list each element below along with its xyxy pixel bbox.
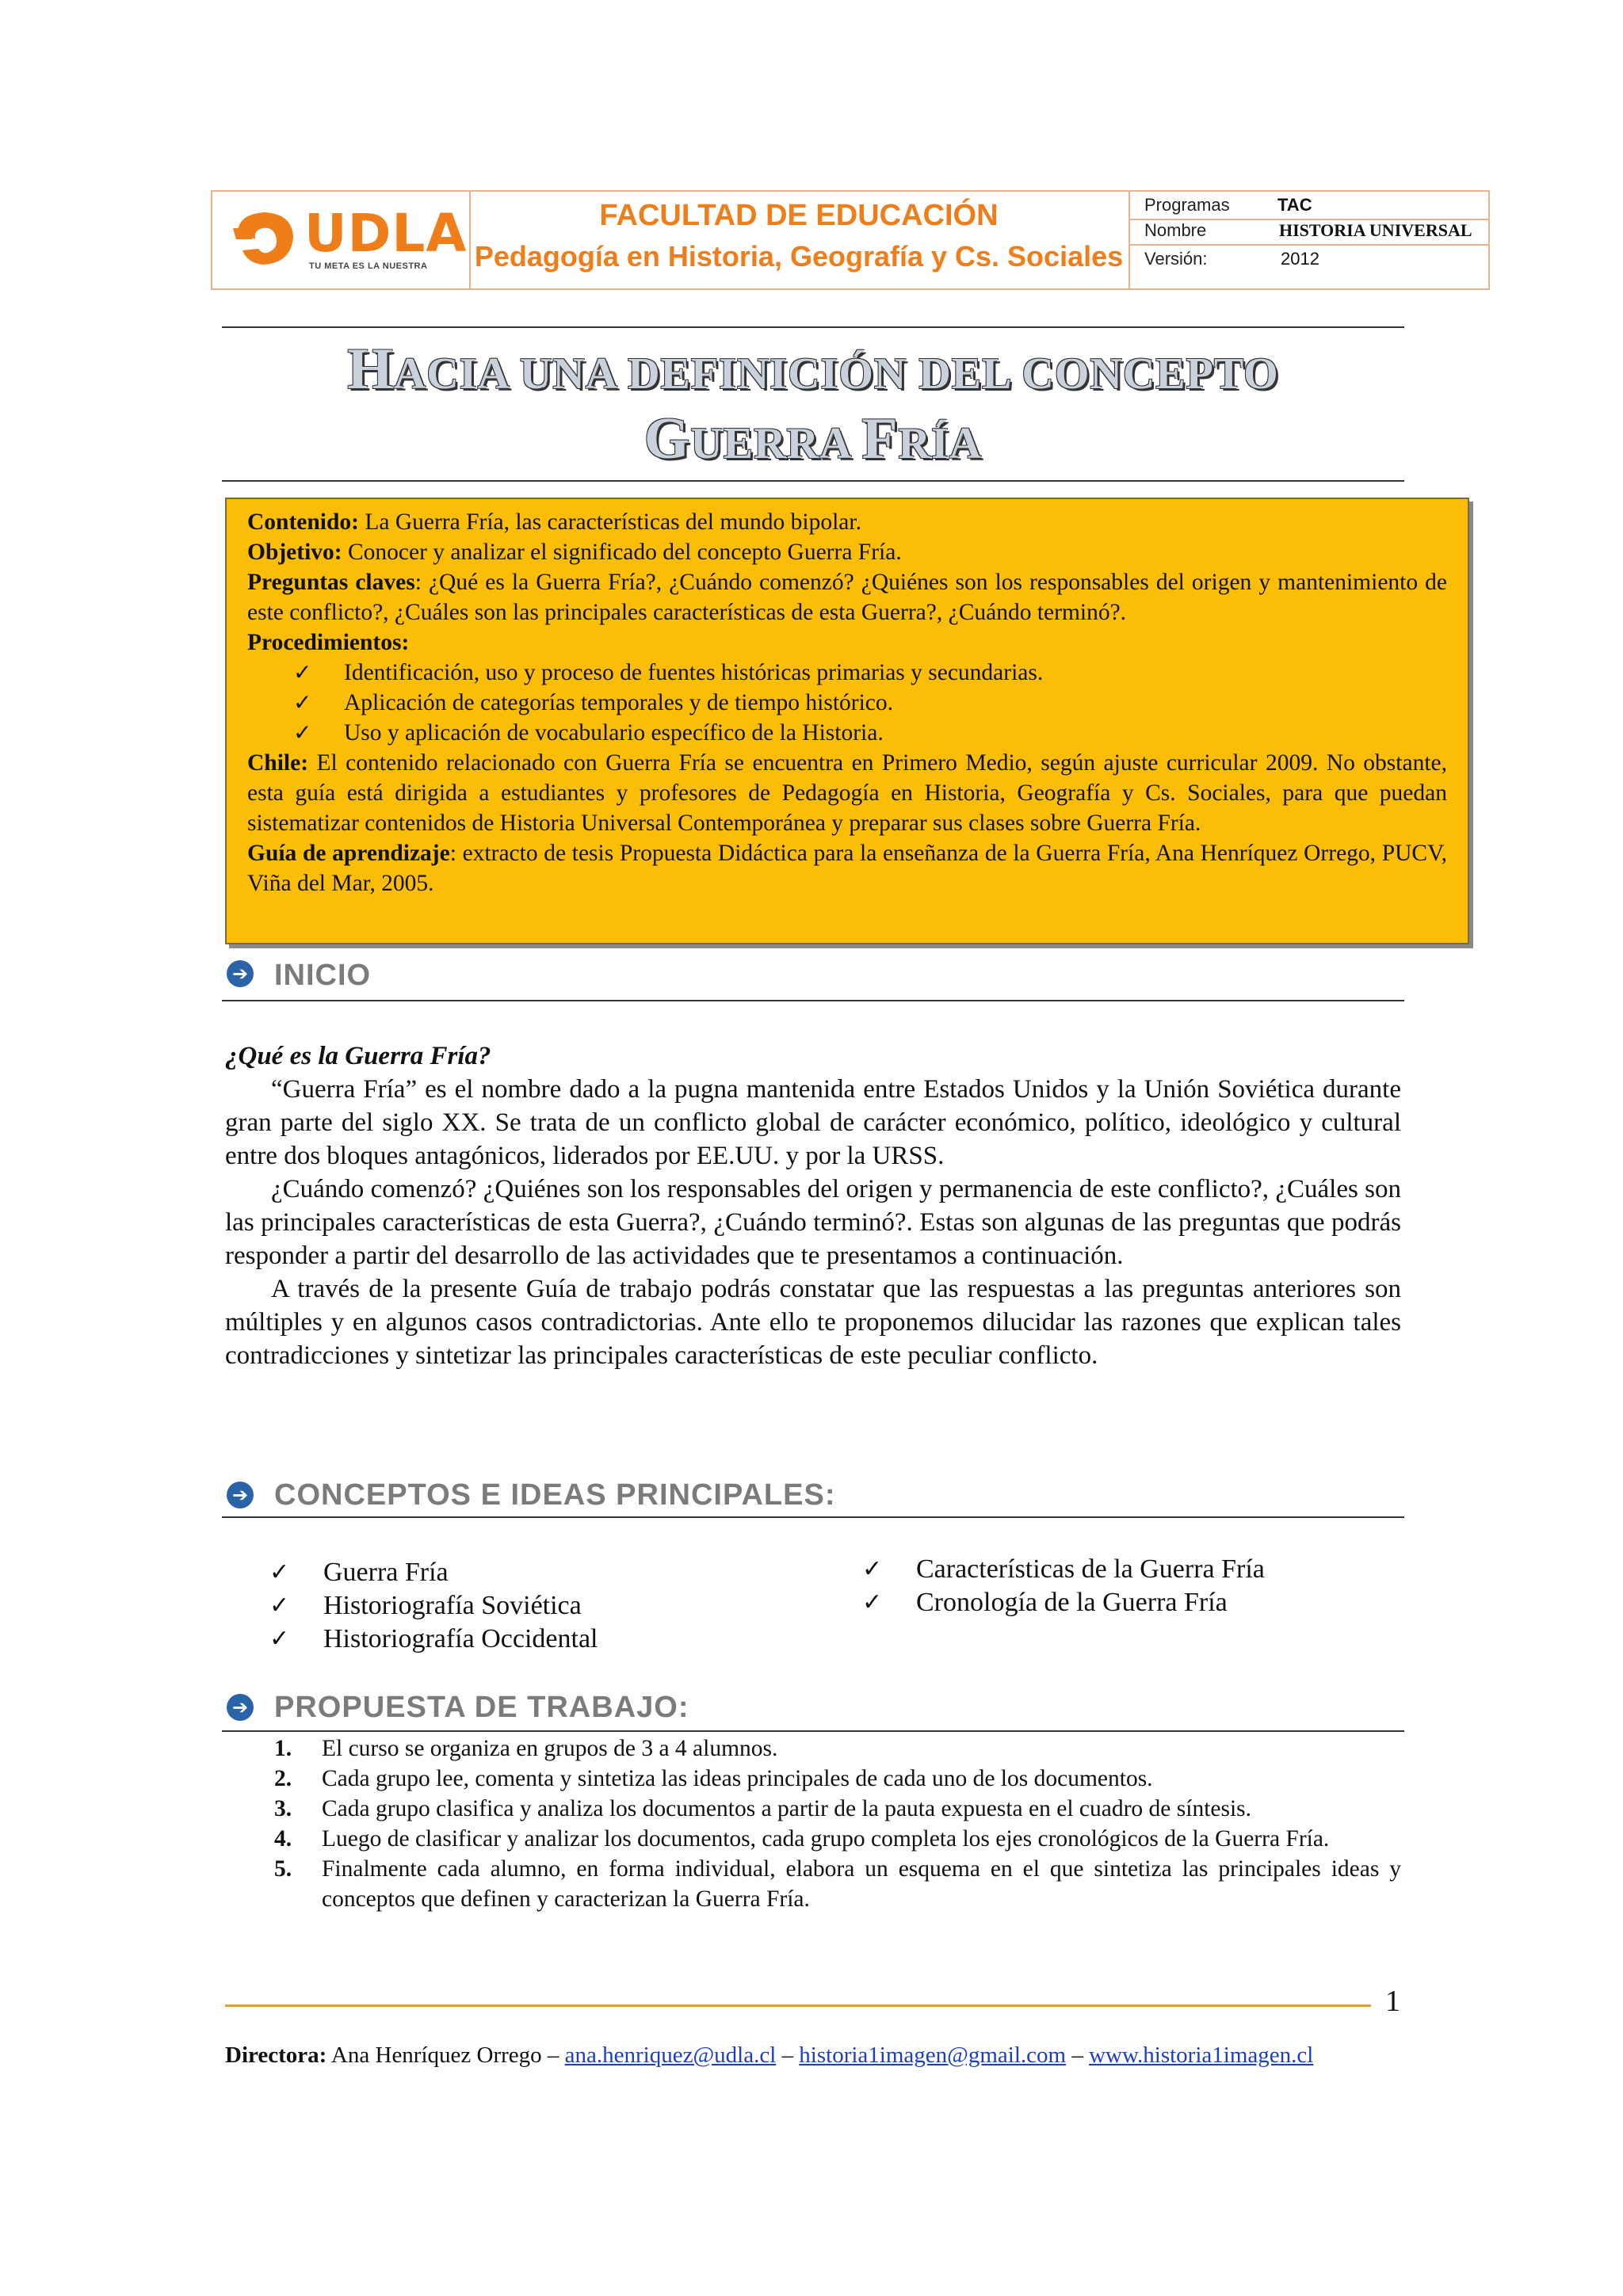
- procedimientos-label: Procedimientos:: [247, 630, 410, 655]
- concept-item: [269, 1623, 824, 1656]
- procedimiento-item: [293, 658, 1447, 688]
- list-number: 2.: [274, 1766, 292, 1791]
- email-link-udla[interactable]: ana.henriquez@udla.cl: [564, 2042, 777, 2068]
- concepts-left-list: [269, 1556, 824, 1656]
- version-label: Versión:: [1144, 249, 1208, 269]
- contenido-label: Contenido:: [247, 509, 359, 535]
- concept-text: Historiografía Occidental: [323, 1624, 598, 1653]
- footer: [225, 2042, 1313, 2069]
- separator: –: [776, 2042, 800, 2068]
- list-text: Cada grupo clasifica y analiza los documentos a partir de la pauta expuesta en el cuadro de síntesis.: [322, 1796, 1252, 1821]
- procedimiento-text: Uso y aplicación de vocabulario específico de la Historia.: [344, 720, 884, 746]
- checkmark-icon: ✓: [862, 1589, 883, 1616]
- preguntas-text: : ¿Qué es la Guerra Fría?, ¿Cuándo comenzó? ¿Quiénes son los responsables del origen y mantenimiento de este conflicto?, ¿Cuáles son las principales características de esta Guerra?, ¿Cuándo terminó?.: [247, 570, 1447, 625]
- faculty-title: FACULTAD DE EDUCACIÓN: [599, 199, 999, 232]
- document-header: [211, 190, 1490, 290]
- checkmark-icon: ✓: [293, 719, 312, 746]
- inicio-paragraph: ¿Cuándo comenzó? ¿Quiénes son los responsables del origen y permanencia de este conflicto?, ¿Cuáles son las principales características de esta Guerra?, ¿Cuándo terminó?. Estas son algunas de las preguntas que podrás responder a partir del desarrollo de las actividades que te presentamos a continuación.: [225, 1175, 1401, 1270]
- separator: –: [1066, 2042, 1090, 2068]
- meta-rule: [1130, 244, 1490, 246]
- contenido-text: La Guerra Fría, las características del mundo bipolar.: [358, 509, 861, 535]
- logo-word: UDLA: [304, 203, 468, 264]
- list-item: [225, 1794, 1401, 1824]
- objetivo-text: Conocer y analizar el significado del concepto Guerra Fría.: [342, 540, 902, 565]
- checkmark-icon: ✓: [269, 1558, 290, 1586]
- footer-rule: [225, 2004, 1371, 2007]
- checkmark-icon: ✓: [293, 689, 312, 715]
- procedimientos-label-line: [247, 627, 1447, 658]
- title-cap: H: [347, 337, 394, 402]
- concept-text: Cronología de la Guerra Fría: [916, 1588, 1228, 1617]
- inicio-body: [225, 1039, 1401, 1372]
- list-item: [225, 1733, 1401, 1764]
- directora-label: Directora:: [225, 2042, 327, 2068]
- preguntas-label: Preguntas claves: [247, 570, 415, 595]
- guia-label: Guía de aprendizaje: [247, 841, 450, 866]
- header-divider: [469, 192, 471, 288]
- page-title-line2: [222, 406, 1404, 473]
- section-heading-conceptos: CONCEPTOS E IDEAS PRINCIPALES:: [274, 1478, 836, 1512]
- list-item: [225, 1764, 1401, 1794]
- concept-text: Historiografía Soviética: [323, 1591, 582, 1620]
- concept-item: [862, 1586, 1417, 1619]
- list-text: Finalmente cada alumno, en forma individual, elabora un esquema en el que sintetiza las principales ideas y conceptos que definen y caracterizan la Guerra Fría.: [322, 1856, 1401, 1912]
- title-top-rule: [222, 326, 1404, 328]
- section-rule: [222, 1516, 1404, 1518]
- list-text: Cada grupo lee, comenta y sintetiza las ideas principales de cada uno de los documentos.: [322, 1766, 1153, 1791]
- procedimiento-item: [293, 688, 1447, 718]
- arrow-circle-icon: ➔: [227, 1694, 254, 1721]
- list-item: [225, 1854, 1401, 1914]
- email-link-gmail[interactable]: historia1imagen@gmail.com: [799, 2042, 1067, 2068]
- udla-logo: [231, 200, 468, 279]
- checkmark-icon: ✓: [269, 1625, 290, 1653]
- logo-tagline: TU META ES LA NUESTRA: [309, 261, 428, 271]
- chile-label: Chile:: [247, 750, 309, 776]
- version-value: 2012: [1281, 249, 1319, 269]
- section-heading-propuesta: PROPUESTA DE TRABAJO:: [274, 1691, 689, 1724]
- programas-label: Programas: [1144, 195, 1230, 215]
- chile-text: El contenido relacionado con Guerra Fría se encuentra en Primero Medio, según ajuste curricular 2009. No obstante, esta guía está dirigida a estudiantes y profesores de Pedagogía en Historia, Geografía y Cs. Sociales, para que puedan sistematizar contenidos de Historia Universal Contemporánea y preparar sus clases sobre Guerra Fría.: [247, 750, 1447, 836]
- inicio-paragraph: A través de la presente Guía de trabajo podrás constatar que las respuestas a las preguntas anteriores son múltiples y en algunos casos contradictorias. Ante ello te proponemos dilucidar las razones que explican tales contradicciones y sintetizar las principales características de este peculiar conflicto.: [225, 1275, 1401, 1370]
- list-number: 3.: [274, 1796, 292, 1821]
- work-steps-list: [225, 1733, 1401, 1914]
- page-title: [222, 336, 1404, 403]
- programas-value: TAC: [1277, 195, 1312, 215]
- title-text: ACIA UNA DEFINICIÓN DEL CONCEPTO: [393, 349, 1279, 399]
- website-link[interactable]: www.historia1imagen.cl: [1089, 2042, 1314, 2068]
- list-number: 5.: [274, 1856, 292, 1882]
- concept-item: [269, 1589, 824, 1623]
- nombre-value: HISTORIA UNIVERSAL: [1279, 220, 1472, 240]
- nombre-label: Nombre: [1144, 220, 1207, 240]
- contenido-line: [247, 507, 1447, 537]
- title-text: UERRA: [690, 419, 862, 468]
- title-text: RÍA: [898, 419, 983, 468]
- list-number: 4.: [274, 1826, 292, 1852]
- concept-item: [862, 1553, 1417, 1586]
- inicio-paragraph: “Guerra Fría” es el nombre dado a la pugna mantenida entre Estados Unidos y la Unión Soviética durante gran parte del siglo XX. Se trata de un conflicto global de carácter económico, político, ideológico y cultural entre dos bloques antagónicos, liderados por EE.UU. y por la URSS.: [225, 1075, 1401, 1170]
- program-title: Pedagogía en Historia, Geografía y Cs. Sociales: [474, 240, 1124, 273]
- guia-line: [247, 838, 1447, 898]
- checkmark-icon: ✓: [862, 1555, 883, 1583]
- guia-text: : extracto de tesis Propuesta Didáctica para la enseñanza de la Guerra Fría, Ana Henríquez Orrego, PUCV, Viña del Mar, 2005.: [247, 841, 1447, 896]
- section-heading-inicio: INICIO: [274, 959, 372, 992]
- arrow-circle-icon: ➔: [227, 960, 254, 987]
- checkmark-icon: ✓: [293, 659, 312, 685]
- preguntas-line: [247, 567, 1447, 627]
- title-cap: F: [861, 406, 899, 471]
- list-item: [225, 1824, 1401, 1854]
- header-divider: [1128, 192, 1130, 288]
- directora-name: Ana Henríquez Orrego –: [327, 2042, 565, 2068]
- inicio-question: ¿Qué es la Guerra Fría?: [225, 1042, 491, 1070]
- udla-logo-icon: [231, 204, 298, 271]
- section-rule: [222, 1730, 1404, 1732]
- list-text: El curso se organiza en grupos de 3 a 4 alumnos.: [322, 1736, 778, 1761]
- concept-item: [269, 1556, 824, 1589]
- title-bottom-rule: [222, 480, 1404, 482]
- concept-text: Características de la Guerra Fría: [916, 1554, 1265, 1584]
- section-rule: [222, 1000, 1404, 1001]
- objetivo-label: Objetivo:: [247, 540, 342, 565]
- title-cap: G: [643, 406, 691, 471]
- checkmark-icon: ✓: [269, 1592, 290, 1619]
- page-number: 1: [1385, 1985, 1400, 2018]
- objetivo-line: [247, 537, 1447, 567]
- procedimiento-text: Identificación, uso y proceso de fuentes históricas primarias y secundarias.: [344, 660, 1044, 685]
- faculty-block: [474, 193, 1124, 276]
- procedimiento-text: Aplicación de categorías temporales y de tiempo histórico.: [344, 690, 894, 715]
- concept-text: Guerra Fría: [323, 1558, 449, 1587]
- list-number: 1.: [274, 1736, 292, 1761]
- list-text: Luego de clasificar y analizar los documentos, cada grupo completa los ejes cronológicos de la Guerra Fría.: [322, 1826, 1330, 1852]
- procedimiento-item: [293, 718, 1447, 748]
- info-box: [225, 498, 1469, 944]
- concepts-right-list: [862, 1553, 1417, 1619]
- arrow-circle-icon: ➔: [227, 1482, 254, 1508]
- chile-line: [247, 748, 1447, 838]
